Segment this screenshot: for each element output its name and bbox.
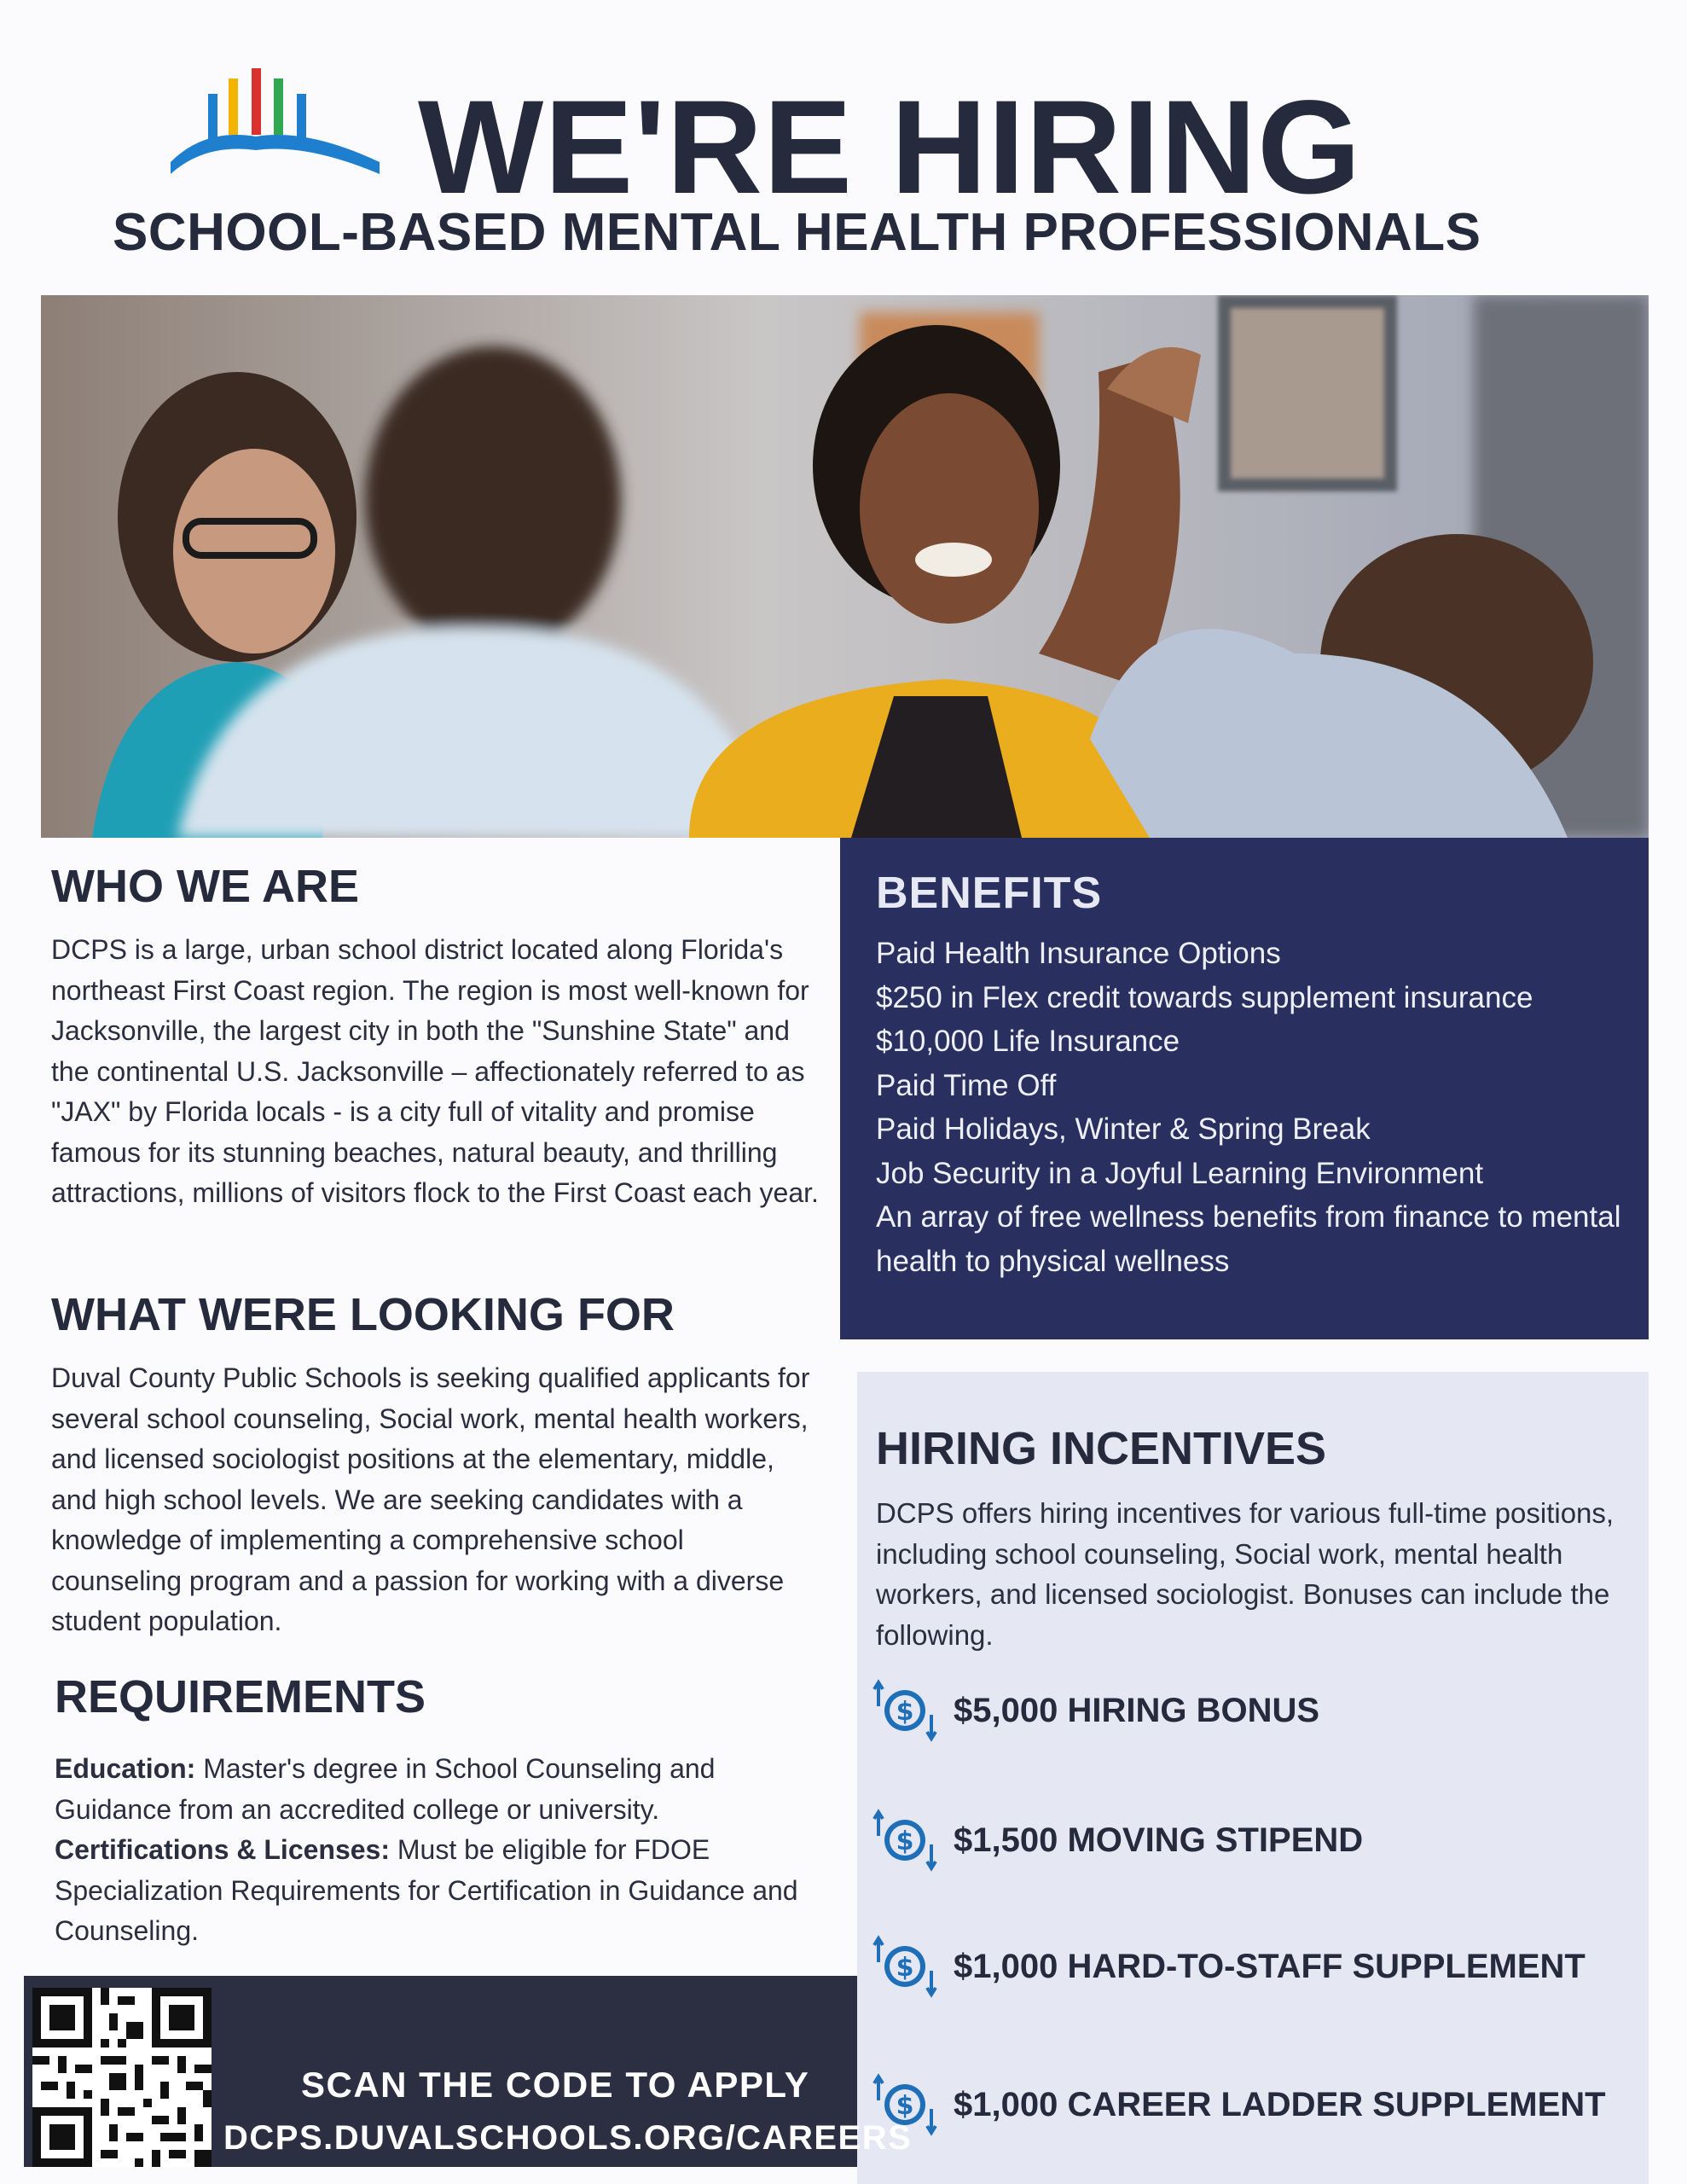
careers-url[interactable]: DCPS.DUVALSCHOOLS.ORG/CAREERS [223,2119,913,2157]
hero-photo [41,295,1649,838]
bonus-label: $1,500 MOVING STIPEND [954,1821,1364,1859]
dcps-logo [171,68,380,188]
who-we-are-text: DCPS is a large, urban school district located along Florida's northeast First Coast region. The region is most well-known for Jacksonville, the largest city in both the "Sunshine State" and the continental U.S. Jacksonville – affectionately referred to as "JAX" by Florida locals - is a city full of vitality and promise famous for its stunning beaches, natural beauty, and thrilling attractions, millions of visitors flock to the First Coast each year. [51,934,819,1208]
certifications-text: Must be eligible for FDOE Specialization Requirements for Certification in Guidance and Counseling. [55,1834,798,1946]
hiring-incentives-text: DCPS offers hiring incentives for various full-time positions, including school counseling, Social work, mental health workers, and licensed sociologist. Bonuses can include the following. [876,1497,1615,1651]
bonus-item [872,1802,1639,1879]
apply-cta: SCAN THE CODE TO APPLY [301,2065,810,2105]
bonus-label: $5,000 HIRING BONUS [954,1691,1320,1729]
who-we-are-heading: WHO WE ARE [51,861,359,912]
requirements-text [55,1749,822,1952]
looking-for-text: Duval County Public Schools is seeking qualified applicants for several school counseling, Social work, mental health workers, and licensed sociologist positions at the elementary, middle, and high school levels. We are seeking candidates with a knowledge of implementing a comprehensive school counseling program and a passion for working with a diverse student population. [51,1362,810,1636]
bonus-label: $1,000 CAREER LADDER SUPPLEMENT [954,2085,1606,2123]
benefit-item: $250 in Flex credit towards supplement insurance [876,980,1533,1014]
benefit-item: An array of free wellness benefits from finance to mental health to physical wellness [876,1200,1621,1278]
looking-for-heading: WHAT WERE LOOKING FOR [51,1289,675,1340]
benefit-item: Paid Health Insurance Options [876,937,1281,970]
bonus-item [872,1928,1639,2005]
benefits-list [876,932,1644,1283]
qr-code[interactable] [32,1988,212,2167]
headline: WE'RE HIRING [418,73,1362,222]
education-text: Master's degree in School Counseling and Guidance from an accredited college or university. [55,1753,716,1825]
requirements-heading: REQUIREMENTS [55,1671,426,1722]
bonus-item [872,2066,1639,2143]
dollar-coin-icon [872,1928,938,2005]
benefits-heading: BENEFITS [876,868,1103,918]
benefit-item: Paid Time Off [876,1068,1057,1102]
subheadline: SCHOOL-BASED MENTAL HEALTH PROFESSIONALS [113,203,1481,262]
benefit-item: $10,000 Life Insurance [876,1025,1180,1058]
hiring-incentives-heading: HIRING INCENTIVES [876,1423,1327,1474]
dollar-coin-icon [872,1672,938,1749]
svg-text:$: $ [896,1697,914,1727]
svg-text:$: $ [896,2091,914,2121]
bonus-item [872,1672,1639,1749]
svg-text:$: $ [896,1827,914,1856]
bonus-label: $1,000 HARD-TO-STAFF SUPPLEMENT [954,1947,1586,1985]
dollar-coin-icon [872,1802,938,1879]
certifications-label: Certifications & Licenses: [55,1834,390,1865]
benefit-item: Paid Holidays, Winter & Spring Break [876,1112,1371,1146]
svg-text:$: $ [896,1953,914,1983]
benefit-item: Job Security in a Joyful Learning Environment [876,1156,1484,1190]
education-label: Education: [55,1753,196,1784]
